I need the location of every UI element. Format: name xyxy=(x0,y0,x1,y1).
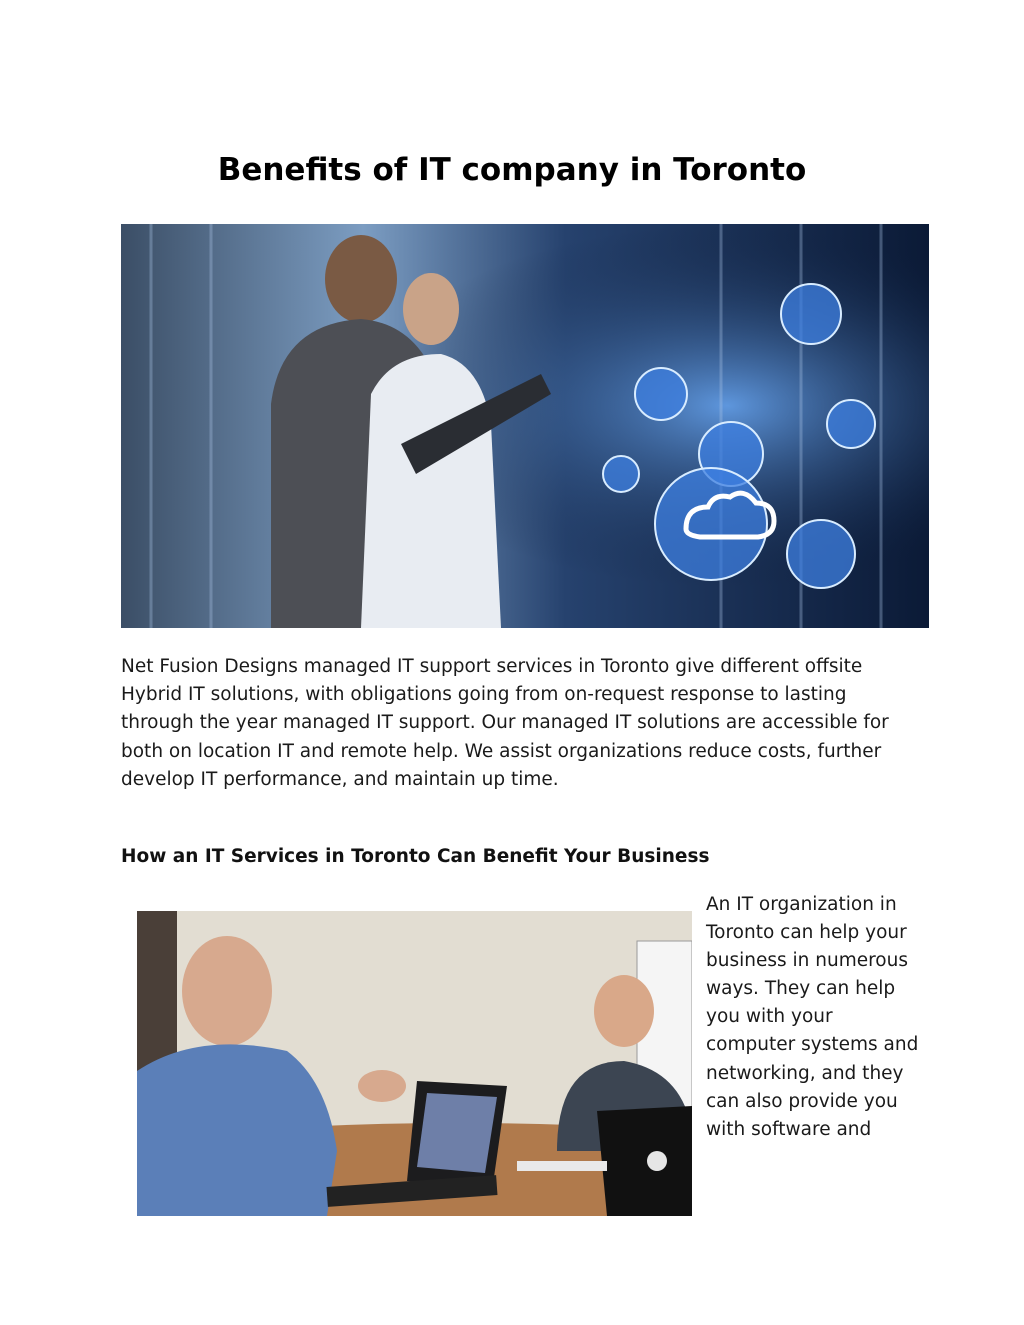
side-paragraph: An IT organization in Toronto can help your business in numerous ways. They can help you with your computer systems and networking, and they can also provide you with software and xyxy=(706,894,919,1140)
section-heading: How an IT Services in Toronto Can Benefit Your Business xyxy=(121,846,710,867)
hero-image-data-center xyxy=(121,224,929,628)
intro-paragraph: Net Fusion Designs managed IT support services in Toronto give different offsite Hybrid IT solutions, with obligations going from on-request response to lasting through the year managed IT support. Our managed IT solutions are accessible for both on location IT and remote help. We assist organizations reduce costs, further develop IT performance, and maintain up time. xyxy=(121,656,889,790)
office-meeting-image xyxy=(137,911,692,1216)
page-title: Benefits of IT company in Toronto xyxy=(217,152,807,188)
